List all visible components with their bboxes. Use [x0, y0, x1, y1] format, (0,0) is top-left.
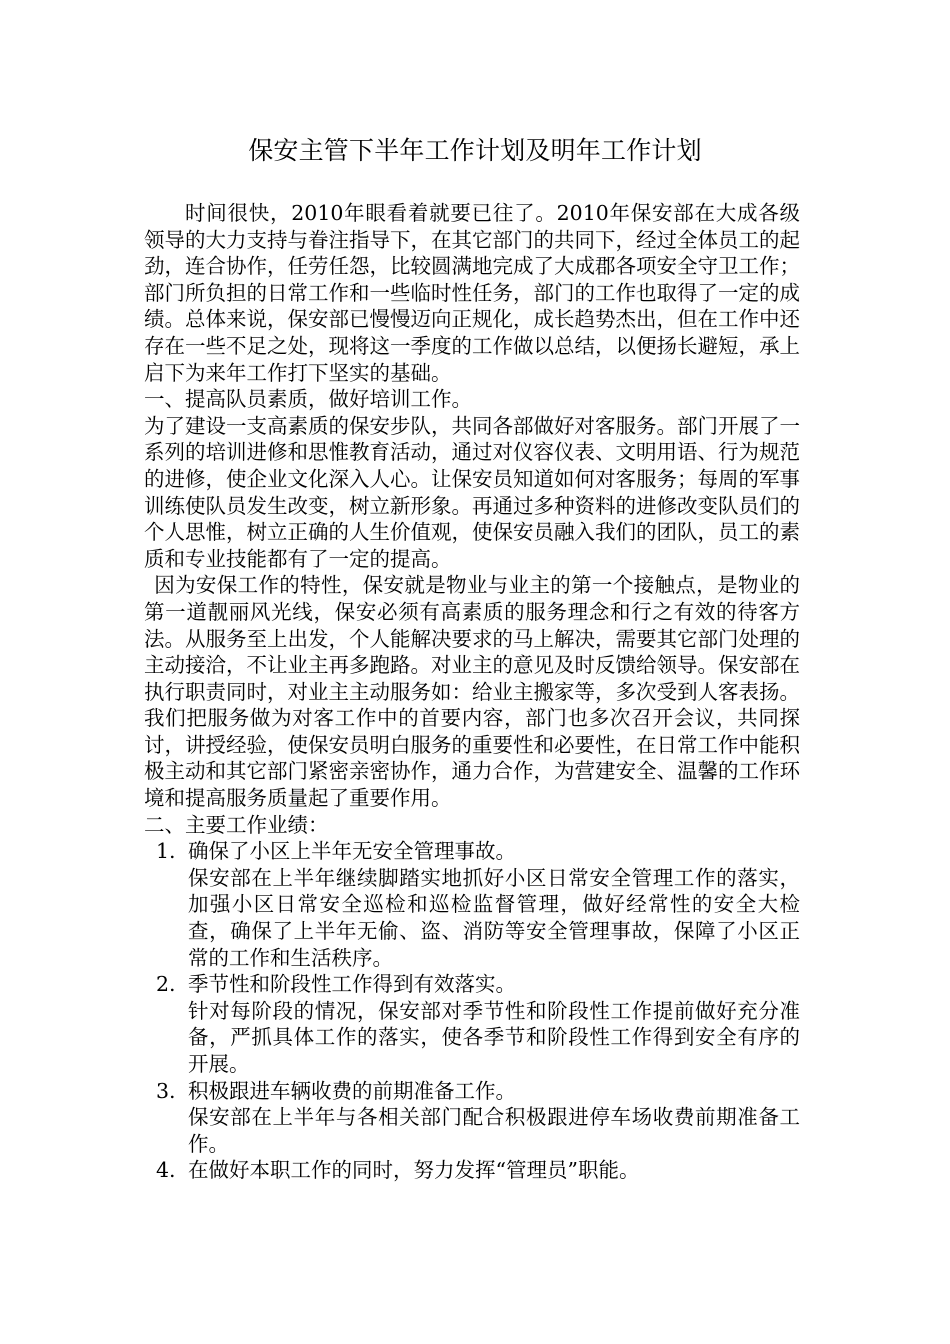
achievement-list [144, 838, 800, 1184]
section1-paragraph-2: 因为安保工作的特性，保安就是物业与业主的第一个接触点，是物业的第一道靓丽风光线，保安必须有高素质的服务理念和行之有效的待客方法。从服务至上出发，个人能解决要求的马上解决，需要其它部门处理的主动接洽，不让业主再多跑路。对业主的意见及时反馈给领导。保安部在执行职责同时，对业主主动服务如：给业主搬家等，多次受到人客表扬。我们把服务做为对客工作中的首要内容，部门也多次召开会议，共同探讨，讲授经验，使保安员明白服务的重要性和必要性，在日常工作中能积极主动和其它部门紧密亲密协作，通力合作，为营建安全、温馨的工作环境和提高服务质量起了重要作用。 [144, 573, 800, 811]
list-item-body: 针对每阶段的情况，保安部对季节性和阶段性工作提前做好充分准备，严抓具体工作的落实，使各季节和阶段性工作得到安全有序的开展。 [188, 998, 800, 1076]
list-item-title: 确保了小区上半年无安全管理事故。 [188, 839, 516, 864]
document-title: 保安主管下半年工作计划及明年工作计划 [248, 136, 702, 165]
list-item-body: 保安部在上半年继续脚踏实地抓好小区日常安全管理工作的落实，加强小区日常安全巡检和巡检监督管理，做好经常性的安全大检查，确保了上半年无偷、盗、消防等安全管理事故，保障了小区正常的工作和生活秩序。 [188, 865, 800, 970]
list-item [144, 1078, 800, 1158]
list-item-title: 季节性和阶段性工作得到有效落实。 [188, 972, 516, 997]
list-item [144, 838, 800, 971]
list-item-body: 保安部在上半年与各相关部门配合积极跟进停车场收费前期准备工作。 [188, 1105, 800, 1156]
section1-paragraph-1: 为了建设一支高素质的保安步队，共同各部做好对客服务。部门开展了一系列的培训进修和思惟教育活动，通过对仪容仪表、文明用语、行为规范的进修，使企业文化深入人心。让保安员知道如何对客服务；每周的军事训练使队员发生改变，树立新形象。再通过多种资料的进修改变队员们的个人思惟，树立正确的人生价值观，使保安员融入我们的团队，员工的素质和专业技能都有了一定的提高。 [144, 413, 800, 571]
document-body [144, 200, 800, 1184]
section2-heading: 二、主要工作业绩： [144, 812, 329, 837]
list-item [144, 971, 800, 1077]
section1-heading: 一、提高队员素质，做好培训工作。 [144, 387, 472, 412]
list-item-title: 积极跟进车辆收费的前期准备工作。 [188, 1078, 516, 1103]
list-item [144, 1157, 800, 1184]
list-item-number: 3. [156, 1078, 176, 1103]
list-item-number: 1. [156, 839, 176, 864]
list-item-number: 2. [156, 972, 176, 997]
intro-paragraph: 时间很快，2010年眼看着就要已往了。2010年保安部在大成各级领导的大力支持与眷注指导下，在其它部门的共同下，经过全体员工的起劲，连合协作，任劳任怨，比较圆满地完成了大成郡各项安全守卫工作；部门所负担的日常工作和一些临时性任务，部门的工作也取得了一定的成绩。总体来说，保安部已慢慢迈向正规化，成长趋势杰出，但在工作中还存在一些不足之处，现将这一季度的工作做以总结，以便扬长避短，承上启下为来年工作打下坚实的基础。 [144, 201, 800, 385]
list-item-title: 在做好本职工作的同时，努力发挥“管理员”职能。 [188, 1158, 640, 1183]
list-item-number: 4. [156, 1158, 176, 1183]
